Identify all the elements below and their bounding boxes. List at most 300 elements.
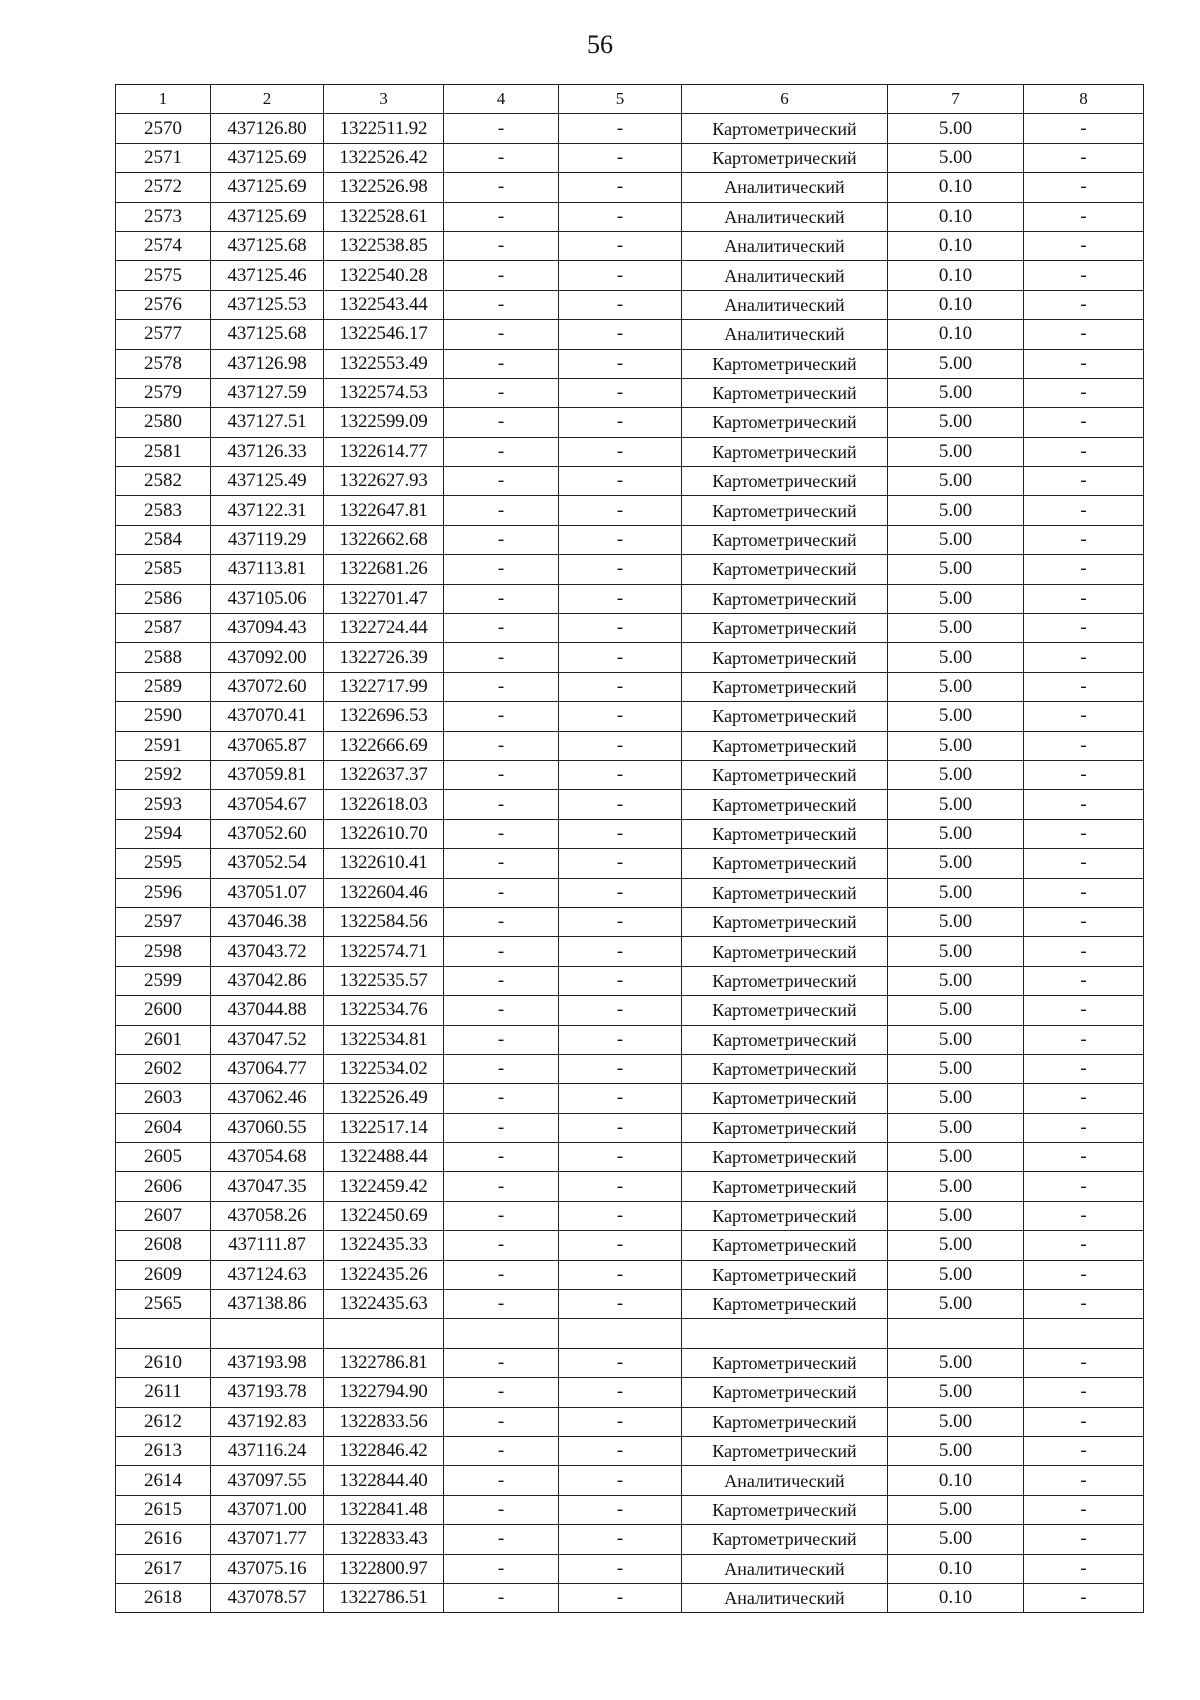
col8-cell: - [1024,1378,1144,1407]
accuracy-cell: 0.10 [888,261,1024,290]
method-cell: Картометрический [682,996,888,1025]
col5-cell: - [559,1495,682,1524]
x-coordinate-cell: 437094.43 [211,614,324,643]
table-row [116,496,1144,525]
table-row [116,702,1144,731]
accuracy-cell: 5.00 [888,1436,1024,1465]
x-coordinate-cell: 437113.81 [211,555,324,584]
x-coordinate-cell: 437058.26 [211,1201,324,1230]
y-coordinate-cell: 1322540.28 [324,261,444,290]
table-row [116,173,1144,202]
col5-cell: - [559,731,682,760]
col8-cell: - [1024,849,1144,878]
table-row [116,1201,1144,1230]
table-row [116,143,1144,172]
y-coordinate-cell: 1322599.09 [324,408,444,437]
x-coordinate-cell: 437052.54 [211,849,324,878]
col5-cell: - [559,1407,682,1436]
col4-cell: - [444,907,559,936]
y-coordinate-cell: 1322717.99 [324,672,444,701]
column-header: 3 [324,85,444,114]
col5-cell: - [559,819,682,848]
point-number-cell: 2615 [116,1495,211,1524]
accuracy-cell: 5.00 [888,731,1024,760]
col8-cell: - [1024,143,1144,172]
col8-cell: - [1024,878,1144,907]
point-number-cell [116,1319,211,1348]
col4-cell: - [444,496,559,525]
x-coordinate-cell: 437126.33 [211,437,324,466]
col5-cell: - [559,643,682,672]
col4-cell: - [444,261,559,290]
x-coordinate-cell: 437070.41 [211,702,324,731]
method-cell: Картометрический [682,1378,888,1407]
table-row [116,1407,1144,1436]
y-coordinate-cell: 1322610.41 [324,849,444,878]
table-row [116,1378,1144,1407]
point-number-cell: 2598 [116,937,211,966]
x-coordinate-cell: 437043.72 [211,937,324,966]
method-cell: Картометрический [682,1201,888,1230]
col4-cell: - [444,1378,559,1407]
method-cell: Картометрический [682,907,888,936]
y-coordinate-cell: 1322534.81 [324,1025,444,1054]
accuracy-cell: 5.00 [888,643,1024,672]
col8-cell: - [1024,1113,1144,1142]
col5-cell: - [559,437,682,466]
accuracy-cell: 5.00 [888,672,1024,701]
col4-cell: - [444,114,559,143]
method-cell: Картометрический [682,1172,888,1201]
col8-cell: - [1024,1290,1144,1319]
column-header: 2 [211,85,324,114]
table-row [116,467,1144,496]
accuracy-cell: 5.00 [888,907,1024,936]
x-coordinate-cell: 437125.46 [211,261,324,290]
y-coordinate-cell: 1322833.43 [324,1525,444,1554]
col5-cell: - [559,966,682,995]
accuracy-cell: 0.10 [888,1583,1024,1612]
table-row [116,1495,1144,1524]
y-coordinate-cell: 1322846.42 [324,1436,444,1465]
point-number-cell: 2611 [116,1378,211,1407]
col4-cell: - [444,1084,559,1113]
col5-cell: - [559,496,682,525]
column-header: 1 [116,85,211,114]
table-row [116,349,1144,378]
col8-cell: - [1024,643,1144,672]
table-row [116,878,1144,907]
col5-cell: - [559,1290,682,1319]
point-number-cell: 2576 [116,290,211,319]
col5-cell: - [559,584,682,613]
y-coordinate-cell: 1322800.97 [324,1554,444,1583]
col8-cell: - [1024,1466,1144,1495]
col8-cell: - [1024,290,1144,319]
col8-cell: - [1024,261,1144,290]
method-cell: Картометрический [682,702,888,731]
col5-cell: - [559,878,682,907]
accuracy-cell: 5.00 [888,1054,1024,1083]
col5-cell: - [559,231,682,260]
point-number-cell: 2617 [116,1554,211,1583]
table-row [116,261,1144,290]
table-row [116,1348,1144,1377]
table-row [116,1466,1144,1495]
col5-cell: - [559,1054,682,1083]
x-coordinate-cell: 437122.31 [211,496,324,525]
x-coordinate-cell: 437125.68 [211,320,324,349]
method-cell: Картометрический [682,1054,888,1083]
col5-cell: - [559,349,682,378]
point-number-cell: 2573 [116,202,211,231]
col4-cell: - [444,437,559,466]
point-number-cell: 2614 [116,1466,211,1495]
method-cell: Картометрический [682,437,888,466]
y-coordinate-cell: 1322666.69 [324,731,444,760]
col4-cell: - [444,790,559,819]
col5-cell: - [559,672,682,701]
col5-cell: - [559,114,682,143]
y-coordinate-cell: 1322488.44 [324,1143,444,1172]
method-cell: Аналитический [682,290,888,319]
x-coordinate-cell: 437042.86 [211,966,324,995]
col4-cell: - [444,1113,559,1142]
col8-cell [1024,1319,1144,1348]
col4-cell: - [444,143,559,172]
y-coordinate-cell: 1322618.03 [324,790,444,819]
col4-cell: - [444,849,559,878]
coordinates-table [115,84,1144,1613]
point-number-cell: 2571 [116,143,211,172]
table-row [116,437,1144,466]
column-header: 7 [888,85,1024,114]
accuracy-cell: 5.00 [888,996,1024,1025]
x-coordinate-cell: 437105.06 [211,584,324,613]
col8-cell: - [1024,496,1144,525]
method-cell: Аналитический [682,1583,888,1612]
point-number-cell: 2578 [116,349,211,378]
point-number-cell: 2592 [116,760,211,789]
y-coordinate-cell: 1322584.56 [324,907,444,936]
table-row [116,937,1144,966]
method-cell: Картометрический [682,1290,888,1319]
method-cell: Картометрический [682,467,888,496]
table-row [116,202,1144,231]
col8-cell: - [1024,672,1144,701]
col5-cell: - [559,1260,682,1289]
accuracy-cell [888,1319,1024,1348]
y-coordinate-cell: 1322637.37 [324,760,444,789]
page-number: 56 [587,30,613,59]
col5-cell: - [559,525,682,554]
accuracy-cell: 0.10 [888,231,1024,260]
x-coordinate-cell: 437125.53 [211,290,324,319]
col8-cell: - [1024,1143,1144,1172]
y-coordinate-cell: 1322534.02 [324,1054,444,1083]
table-separator-row [116,1319,1144,1348]
method-cell: Картометрический [682,1260,888,1289]
accuracy-cell: 5.00 [888,349,1024,378]
col5-cell: - [559,202,682,231]
col8-cell: - [1024,437,1144,466]
col5-cell: - [559,1113,682,1142]
method-cell: Аналитический [682,320,888,349]
col8-cell: - [1024,467,1144,496]
col4-cell: - [444,1025,559,1054]
col4-cell: - [444,672,559,701]
col5-cell: - [559,1172,682,1201]
point-number-cell: 2613 [116,1436,211,1465]
accuracy-cell: 5.00 [888,1025,1024,1054]
col4-cell: - [444,937,559,966]
point-number-cell: 2575 [116,261,211,290]
col4-cell: - [444,173,559,202]
point-number-cell: 2583 [116,496,211,525]
y-coordinate-cell: 1322614.77 [324,437,444,466]
method-cell: Картометрический [682,349,888,378]
method-cell: Картометрический [682,525,888,554]
col8-cell: - [1024,173,1144,202]
col5-cell: - [559,760,682,789]
col8-cell: - [1024,702,1144,731]
accuracy-cell: 0.10 [888,290,1024,319]
table-header-row [116,85,1144,114]
col5-cell: - [559,702,682,731]
col5-cell: - [559,378,682,407]
col4-cell: - [444,1407,559,1436]
point-number-cell: 2618 [116,1583,211,1612]
col4-cell: - [444,760,559,789]
method-cell: Картометрический [682,1407,888,1436]
table-row [116,849,1144,878]
col5-cell: - [559,143,682,172]
table-row [116,643,1144,672]
point-number-cell: 2605 [116,1143,211,1172]
x-coordinate-cell: 437054.67 [211,790,324,819]
method-cell: Картометрический [682,819,888,848]
x-coordinate-cell: 437052.60 [211,819,324,848]
method-cell: Картометрический [682,614,888,643]
x-coordinate-cell: 437125.69 [211,173,324,202]
y-coordinate-cell: 1322517.14 [324,1113,444,1142]
point-number-cell: 2591 [116,731,211,760]
table-row [116,231,1144,260]
table-row [116,1525,1144,1554]
y-coordinate-cell: 1322553.49 [324,349,444,378]
accuracy-cell: 0.10 [888,202,1024,231]
table-row [116,525,1144,554]
col8-cell: - [1024,320,1144,349]
x-coordinate-cell: 437192.83 [211,1407,324,1436]
col5-cell: - [559,1025,682,1054]
method-cell: Картометрический [682,1113,888,1142]
point-number-cell: 2596 [116,878,211,907]
method-cell: Картометрический [682,760,888,789]
y-coordinate-cell: 1322701.47 [324,584,444,613]
col8-cell: - [1024,202,1144,231]
col4-cell: - [444,320,559,349]
x-coordinate-cell: 437062.46 [211,1084,324,1113]
y-coordinate-cell: 1322786.51 [324,1583,444,1612]
method-cell: Картометрический [682,1025,888,1054]
col5-cell: - [559,1436,682,1465]
accuracy-cell: 5.00 [888,1201,1024,1230]
method-cell: Картометрический [682,1231,888,1260]
point-number-cell: 2572 [116,173,211,202]
col5-cell: - [559,614,682,643]
col4-cell: - [444,1231,559,1260]
point-number-cell: 2582 [116,467,211,496]
col4-cell: - [444,349,559,378]
y-coordinate-cell: 1322574.53 [324,378,444,407]
table-row [116,1054,1144,1083]
col8-cell: - [1024,790,1144,819]
y-coordinate-cell: 1322726.39 [324,643,444,672]
col5-cell: - [559,1201,682,1230]
col4-cell: - [444,1554,559,1583]
col4-cell: - [444,231,559,260]
col4-cell: - [444,467,559,496]
point-number-cell: 2589 [116,672,211,701]
col4-cell: - [444,643,559,672]
col4-cell: - [444,878,559,907]
accuracy-cell: 5.00 [888,1378,1024,1407]
col8-cell: - [1024,1084,1144,1113]
point-number-cell: 2587 [116,614,211,643]
accuracy-cell: 5.00 [888,378,1024,407]
table-row [116,1084,1144,1113]
accuracy-cell: 5.00 [888,584,1024,613]
method-cell: Картометрический [682,1348,888,1377]
col8-cell: - [1024,584,1144,613]
col5-cell: - [559,173,682,202]
col5-cell: - [559,320,682,349]
x-coordinate-cell: 437044.88 [211,996,324,1025]
col5-cell: - [559,1143,682,1172]
col5-cell: - [559,1583,682,1612]
accuracy-cell: 5.00 [888,1407,1024,1436]
col4-cell: - [444,408,559,437]
accuracy-cell: 5.00 [888,114,1024,143]
col8-cell: - [1024,731,1144,760]
col4-cell: - [444,1290,559,1319]
x-coordinate-cell: 437125.69 [211,143,324,172]
x-coordinate-cell: 437124.63 [211,1260,324,1289]
table-row [116,555,1144,584]
x-coordinate-cell: 437138.86 [211,1290,324,1319]
accuracy-cell: 5.00 [888,878,1024,907]
col8-cell: - [1024,937,1144,966]
table-row [116,1260,1144,1289]
method-cell: Картометрический [682,584,888,613]
col4-cell: - [444,202,559,231]
col5-cell: - [559,1348,682,1377]
table-row [116,584,1144,613]
accuracy-cell: 5.00 [888,1084,1024,1113]
col4-cell: - [444,1583,559,1612]
accuracy-cell: 5.00 [888,966,1024,995]
accuracy-cell: 5.00 [888,819,1024,848]
method-cell: Картометрический [682,143,888,172]
x-coordinate-cell: 437116.24 [211,1436,324,1465]
y-coordinate-cell: 1322604.46 [324,878,444,907]
table-row [116,672,1144,701]
accuracy-cell: 5.00 [888,614,1024,643]
table-row [116,1290,1144,1319]
col4-cell: - [444,819,559,848]
col8-cell: - [1024,378,1144,407]
method-cell: Картометрический [682,643,888,672]
method-cell: Картометрический [682,790,888,819]
x-coordinate-cell: 437060.55 [211,1113,324,1142]
column-header: 5 [559,85,682,114]
method-cell: Картометрический [682,1495,888,1524]
col5-cell: - [559,261,682,290]
col8-cell: - [1024,996,1144,1025]
accuracy-cell: 5.00 [888,1172,1024,1201]
col4-cell: - [444,731,559,760]
point-number-cell: 2607 [116,1201,211,1230]
point-number-cell: 2584 [116,525,211,554]
x-coordinate-cell: 437051.07 [211,878,324,907]
table-row [116,760,1144,789]
col5-cell: - [559,1231,682,1260]
accuracy-cell: 5.00 [888,496,1024,525]
point-number-cell: 2594 [116,819,211,848]
x-coordinate-cell: 437127.59 [211,378,324,407]
col4-cell: - [444,1201,559,1230]
table-row [116,996,1144,1025]
accuracy-cell: 5.00 [888,1260,1024,1289]
col8-cell: - [1024,231,1144,260]
point-number-cell: 2577 [116,320,211,349]
accuracy-cell: 0.10 [888,173,1024,202]
table-row [116,790,1144,819]
method-cell: Картометрический [682,378,888,407]
point-number-cell: 2590 [116,702,211,731]
accuracy-cell: 5.00 [888,702,1024,731]
table-row [116,1231,1144,1260]
col8-cell: - [1024,1172,1144,1201]
point-number-cell: 2610 [116,1348,211,1377]
table-row [116,819,1144,848]
col8-cell: - [1024,349,1144,378]
table-row [116,731,1144,760]
col8-cell: - [1024,114,1144,143]
accuracy-cell: 5.00 [888,1143,1024,1172]
accuracy-cell: 5.00 [888,1348,1024,1377]
point-number-cell: 2585 [116,555,211,584]
col5-cell: - [559,790,682,819]
column-header: 8 [1024,85,1144,114]
accuracy-cell: 5.00 [888,555,1024,584]
y-coordinate-cell: 1322526.49 [324,1084,444,1113]
col5-cell: - [559,849,682,878]
point-number-cell: 2608 [116,1231,211,1260]
table-row [116,1172,1144,1201]
method-cell: Аналитический [682,202,888,231]
col4-cell: - [444,1525,559,1554]
point-number-cell: 2579 [116,378,211,407]
col4-cell: - [444,966,559,995]
col4-cell: - [444,290,559,319]
col5-cell: - [559,408,682,437]
x-coordinate-cell: 437125.69 [211,202,324,231]
point-number-cell: 2565 [116,1290,211,1319]
y-coordinate-cell: 1322526.42 [324,143,444,172]
method-cell: Картометрический [682,1525,888,1554]
